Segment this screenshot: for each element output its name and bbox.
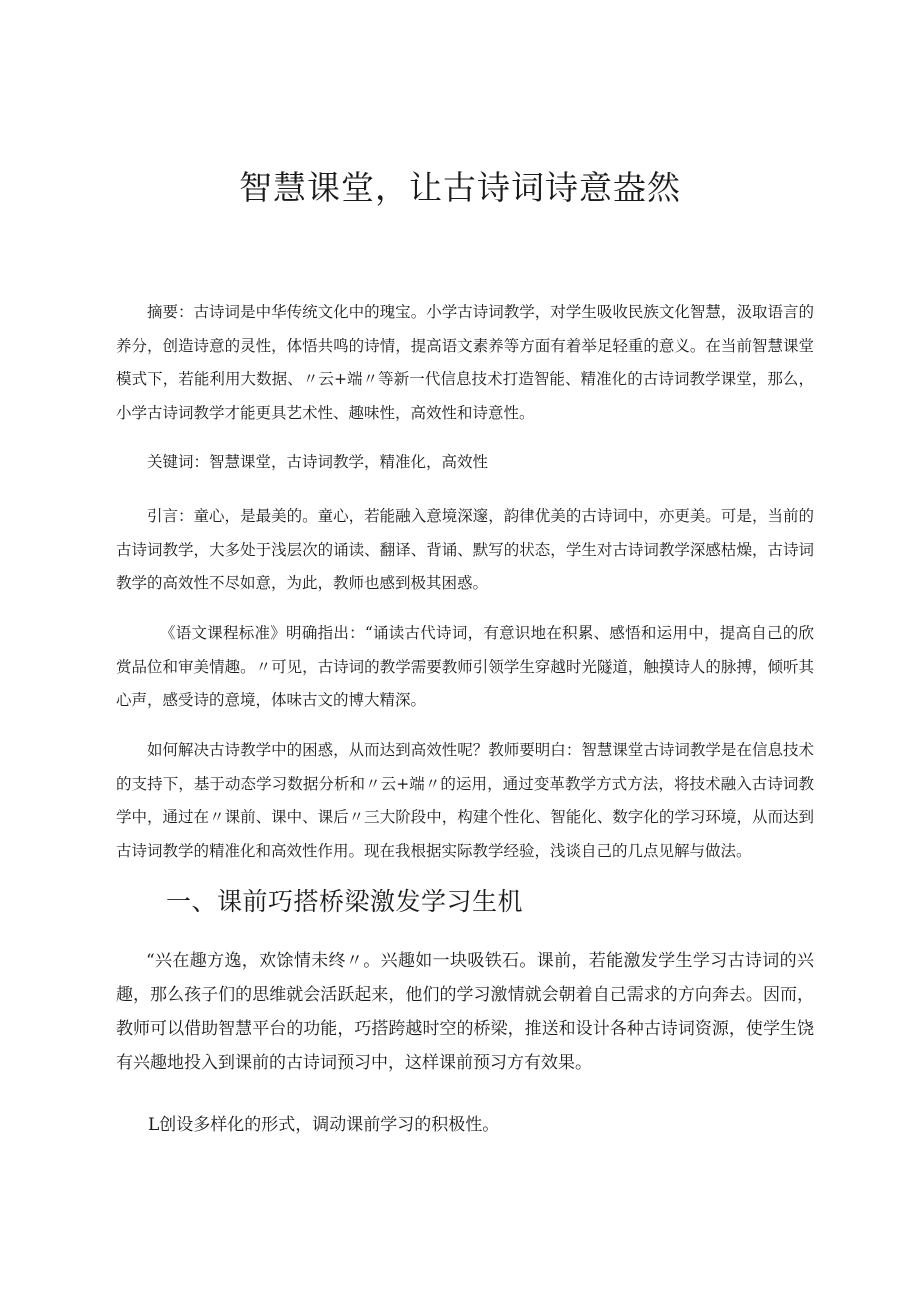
document-title: 智慧课堂，让古诗词诗意盎然	[239, 168, 681, 207]
curriculum-standard-paragraph: 《语文课程标准》明确指出：“诵读古代诗词，有意识地在积累、感悟和运用中，提高自己的欣赏品位和审美情趣。〃可见，古诗词的教学需要教师引领学生穿越时光隧道，触摸诗人的脉搏，倾听其心声，感受诗的意境，体味古文的博大精深。	[116, 624, 814, 709]
keywords-paragraph: 关键词：智慧课堂，古诗词教学，精准化，高效性	[147, 453, 489, 471]
section-1-paragraph: “兴在趣方逸，欢馀情未终〃。兴趣如一块吸铁石。课前，若能激发学生学习古诗词的兴趣，那么孩子们的思维就会活跃起来，他们的学习激情就会朝着自己需求的方向奔去。因而，教师可以借助智慧平台的功能，巧搭跨越时空的桥梁，推送和设计各种古诗词资源，使学生饶有兴趣地投入到课前的古诗词预习中，这样课前预习方有效果。	[116, 951, 814, 1073]
section-1-item-1: L创设多样化的形式，调动课前学习的积极性。	[148, 1115, 500, 1135]
section-1-heading: 一、课前巧搭桥梁激发学习生机	[166, 887, 524, 916]
intro-paragraph: 引言：童心，是最美的。童心，若能融入意境深邃，韵律优美的古诗词中，亦更美。可是，当前的古诗词教学，大多处于浅层次的诵读、翻译、背诵、默写的状态，学生对古诗词教学深感枯燥，古诗词教学的高效性不尽如意，为此，教师也感到极其困惑。	[116, 507, 814, 592]
abstract-paragraph: 摘要：古诗词是中华传统文化中的瑰宝。小学古诗词教学，对学生吸收民族文化智慧，汲取语言的养分，创造诗意的灵性，体悟共鸣的诗情，提高语文素养等方面有着举足轻重的意义。在当前智慧课堂模式下，若能利用大数据、〃云+端〃等新一代信息技术打造智能、精准化的古诗词教学课堂，那么，小学古诗词教学才能更具艺术性、趣味性，高效性和诗意性。	[116, 303, 814, 422]
solution-paragraph: 如何解决古诗教学中的困惑，从而达到高效性呢？教师要明白：智慧课堂古诗词教学是在信息技术的支持下，基于动态学习数据分析和〃云+端〃的运用，通过变革教学方式方法，将技术融入古诗词教学中，通过在〃课前、课中、课后〃三大阶段中，构建个性化、智能化、数字化的学习环境，从而达到古诗词教学的精准化和高效性作用。现在我根据实际教学经验，浅谈自己的几点见解与做法。	[116, 741, 814, 860]
